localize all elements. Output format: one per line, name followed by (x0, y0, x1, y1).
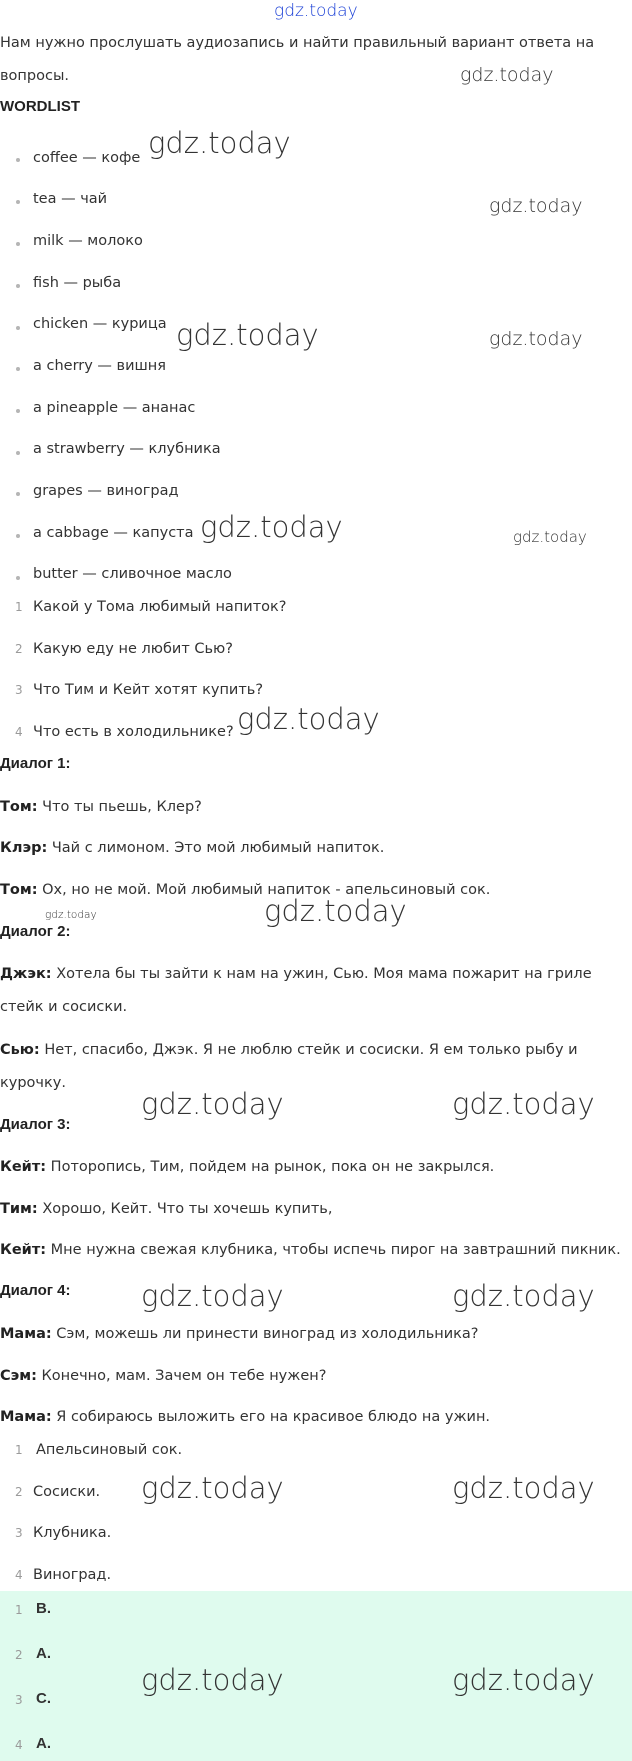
matching-number: 1 (15, 1603, 23, 1617)
watermark: gdz.today (148, 126, 291, 160)
matching-number: 2 (15, 1648, 23, 1662)
dialog-line (0, 797, 202, 817)
wordlist-item: butter — сливочное масло (33, 566, 232, 582)
question-text: Что есть в холодильнике? (33, 724, 234, 740)
matching-number: 3 (15, 1693, 23, 1707)
dialog-line (0, 1366, 326, 1386)
wordlist-item: tea — чай (33, 191, 108, 207)
dialog-line (0, 1407, 490, 1427)
speaker-name: Кейт: (0, 1159, 47, 1175)
matching-answer: B. (36, 1600, 51, 1617)
wordlist-item: milk — молоко (33, 233, 143, 249)
watermark: gdz.today (141, 1663, 284, 1697)
speaker-name: Сью: (0, 1042, 40, 1058)
matching-answer: C. (36, 1690, 51, 1707)
question-number: 4 (15, 725, 23, 739)
dialog-line-text: Хорошо, Кейт. Что ты хочешь купить, (42, 1201, 333, 1217)
matching-answer: A. (36, 1735, 51, 1752)
watermark: gdz.today (513, 528, 587, 546)
watermark: gdz.today (489, 195, 583, 217)
dialog-title: Диалог 3: (0, 1116, 71, 1133)
dialog-line-text: Мне нужна свежая клубника, чтобы испечь пирог на завтрашний пикник. (50, 1242, 621, 1258)
speaker-name: Кейт: (0, 1242, 47, 1258)
dialog-line (0, 964, 592, 984)
bullet-icon (16, 158, 20, 162)
watermark-top: gdz.today (274, 1, 358, 21)
wordlist-item: a strawberry — клубника (33, 441, 221, 457)
answer-number: 4 (15, 1568, 23, 1582)
dialog-line (0, 838, 384, 858)
watermark: gdz.today (452, 1279, 595, 1313)
bullet-icon (16, 284, 20, 288)
bullet-icon (16, 367, 20, 371)
intro-line-1: Нам нужно прослушать аудиозапись и найти правильный вариант ответа на (0, 35, 595, 51)
speaker-name: Том: (0, 882, 38, 898)
speaker-name: Том: (0, 799, 38, 815)
speaker-name: Мама: (0, 1409, 52, 1425)
speaker-name: Тим: (0, 1201, 38, 1217)
speaker-name: Джэк: (0, 966, 52, 982)
speaker-name: Мама: (0, 1326, 52, 1342)
matching-number: 4 (15, 1738, 23, 1752)
watermark: gdz.today (141, 1087, 284, 1121)
wordlist-item: a pineapple — ананас (33, 400, 196, 416)
watermark: gdz.today (176, 318, 319, 352)
dialog-line-text: Сэм, можешь ли принести виноград из холодильника? (56, 1326, 479, 1342)
watermark: gdz.today (264, 894, 407, 928)
watermark: gdz.today (200, 510, 343, 544)
bullet-icon (16, 576, 20, 580)
dialog-line (0, 1324, 479, 1344)
wordlist-item: a cherry — вишня (33, 358, 166, 374)
dialog-line (0, 1157, 494, 1177)
question-number: 2 (15, 642, 23, 656)
wordlist-item: coffee — кофе (33, 150, 141, 166)
wordlist-heading: WORDLIST (0, 98, 80, 115)
dialog-line (0, 1040, 578, 1060)
dialog-title: Диалог 4: (0, 1282, 71, 1299)
question-text: Что Тим и Кейт хотят купить? (33, 682, 264, 698)
wordlist-item: chicken — курица (33, 316, 167, 332)
wordlist-item: grapes — виноград (33, 483, 179, 499)
dialog-line-continuation: стейк и сосиски. (0, 999, 128, 1015)
watermark: gdz.today (452, 1471, 595, 1505)
bullet-icon (16, 492, 20, 496)
watermark: gdz.today (452, 1663, 595, 1697)
watermark: gdz.today (45, 909, 97, 921)
dialog-title: Диалог 2: (0, 923, 71, 940)
wordlist-item: fish — рыба (33, 275, 122, 291)
answer-number: 3 (15, 1526, 23, 1540)
watermark: gdz.today (141, 1471, 284, 1505)
question-text: Какой у Тома любимый напиток? (33, 599, 287, 615)
bullet-icon (16, 451, 20, 455)
bullet-icon (16, 242, 20, 246)
dialog-line-continuation: курочку. (0, 1075, 66, 1091)
dialog-title: Диалог 1: (0, 755, 71, 772)
dialog-line-text: Чай с лимоном. Это мой любимый напиток. (51, 840, 385, 856)
dialog-line-text: Я собираюсь выложить его на красивое блюдо на ужин. (56, 1409, 491, 1425)
bullet-icon (16, 409, 20, 413)
intro-line-2: вопросы. (0, 68, 70, 84)
answer-number: 2 (15, 1485, 23, 1499)
bullet-icon (16, 326, 20, 330)
answer-text: Апельсиновый сок. (36, 1442, 183, 1458)
bullet-icon (16, 200, 20, 204)
matching-answer: A. (36, 1645, 51, 1662)
watermark: gdz.today (489, 328, 583, 350)
question-number: 1 (15, 600, 23, 614)
watermark: gdz.today (460, 64, 554, 86)
dialog-line-text: Хотела бы ты зайти к нам на ужин, Сью. Моя мама пожарит на гриле (56, 966, 592, 982)
speaker-name: Сэм: (0, 1368, 37, 1384)
dialog-line-text: Нет, спасибо, Джэк. Я не люблю стейк и сосиски. Я ем только рыбу и (44, 1042, 578, 1058)
wordlist-item: a cabbage — капуста (33, 525, 194, 541)
dialog-line (0, 1199, 332, 1219)
dialog-line-text: Что ты пьешь, Клер? (42, 799, 202, 815)
dialog-line (0, 880, 490, 900)
answer-text: Сосиски. (33, 1484, 101, 1500)
watermark: gdz.today (237, 702, 380, 736)
speaker-name: Клэр: (0, 840, 48, 856)
answer-text: Клубника. (33, 1525, 112, 1541)
answer-number: 1 (15, 1443, 23, 1457)
dialog-line-text: Поторопись, Тим, пойдем на рынок, пока он не закрылся. (50, 1159, 495, 1175)
dialog-line-text: Конечно, мам. Зачем он тебе нужен? (41, 1368, 327, 1384)
dialog-line (0, 1240, 621, 1260)
answer-text: Виноград. (33, 1567, 112, 1583)
bullet-icon (16, 534, 20, 538)
question-number: 3 (15, 683, 23, 697)
watermark: gdz.today (452, 1087, 595, 1121)
dialog-line-text: Ох, но не мой. Мой любимый напиток - апельсиновый сок. (42, 882, 491, 898)
watermark: gdz.today (141, 1279, 284, 1313)
question-text: Какую еду не любит Сью? (33, 641, 233, 657)
